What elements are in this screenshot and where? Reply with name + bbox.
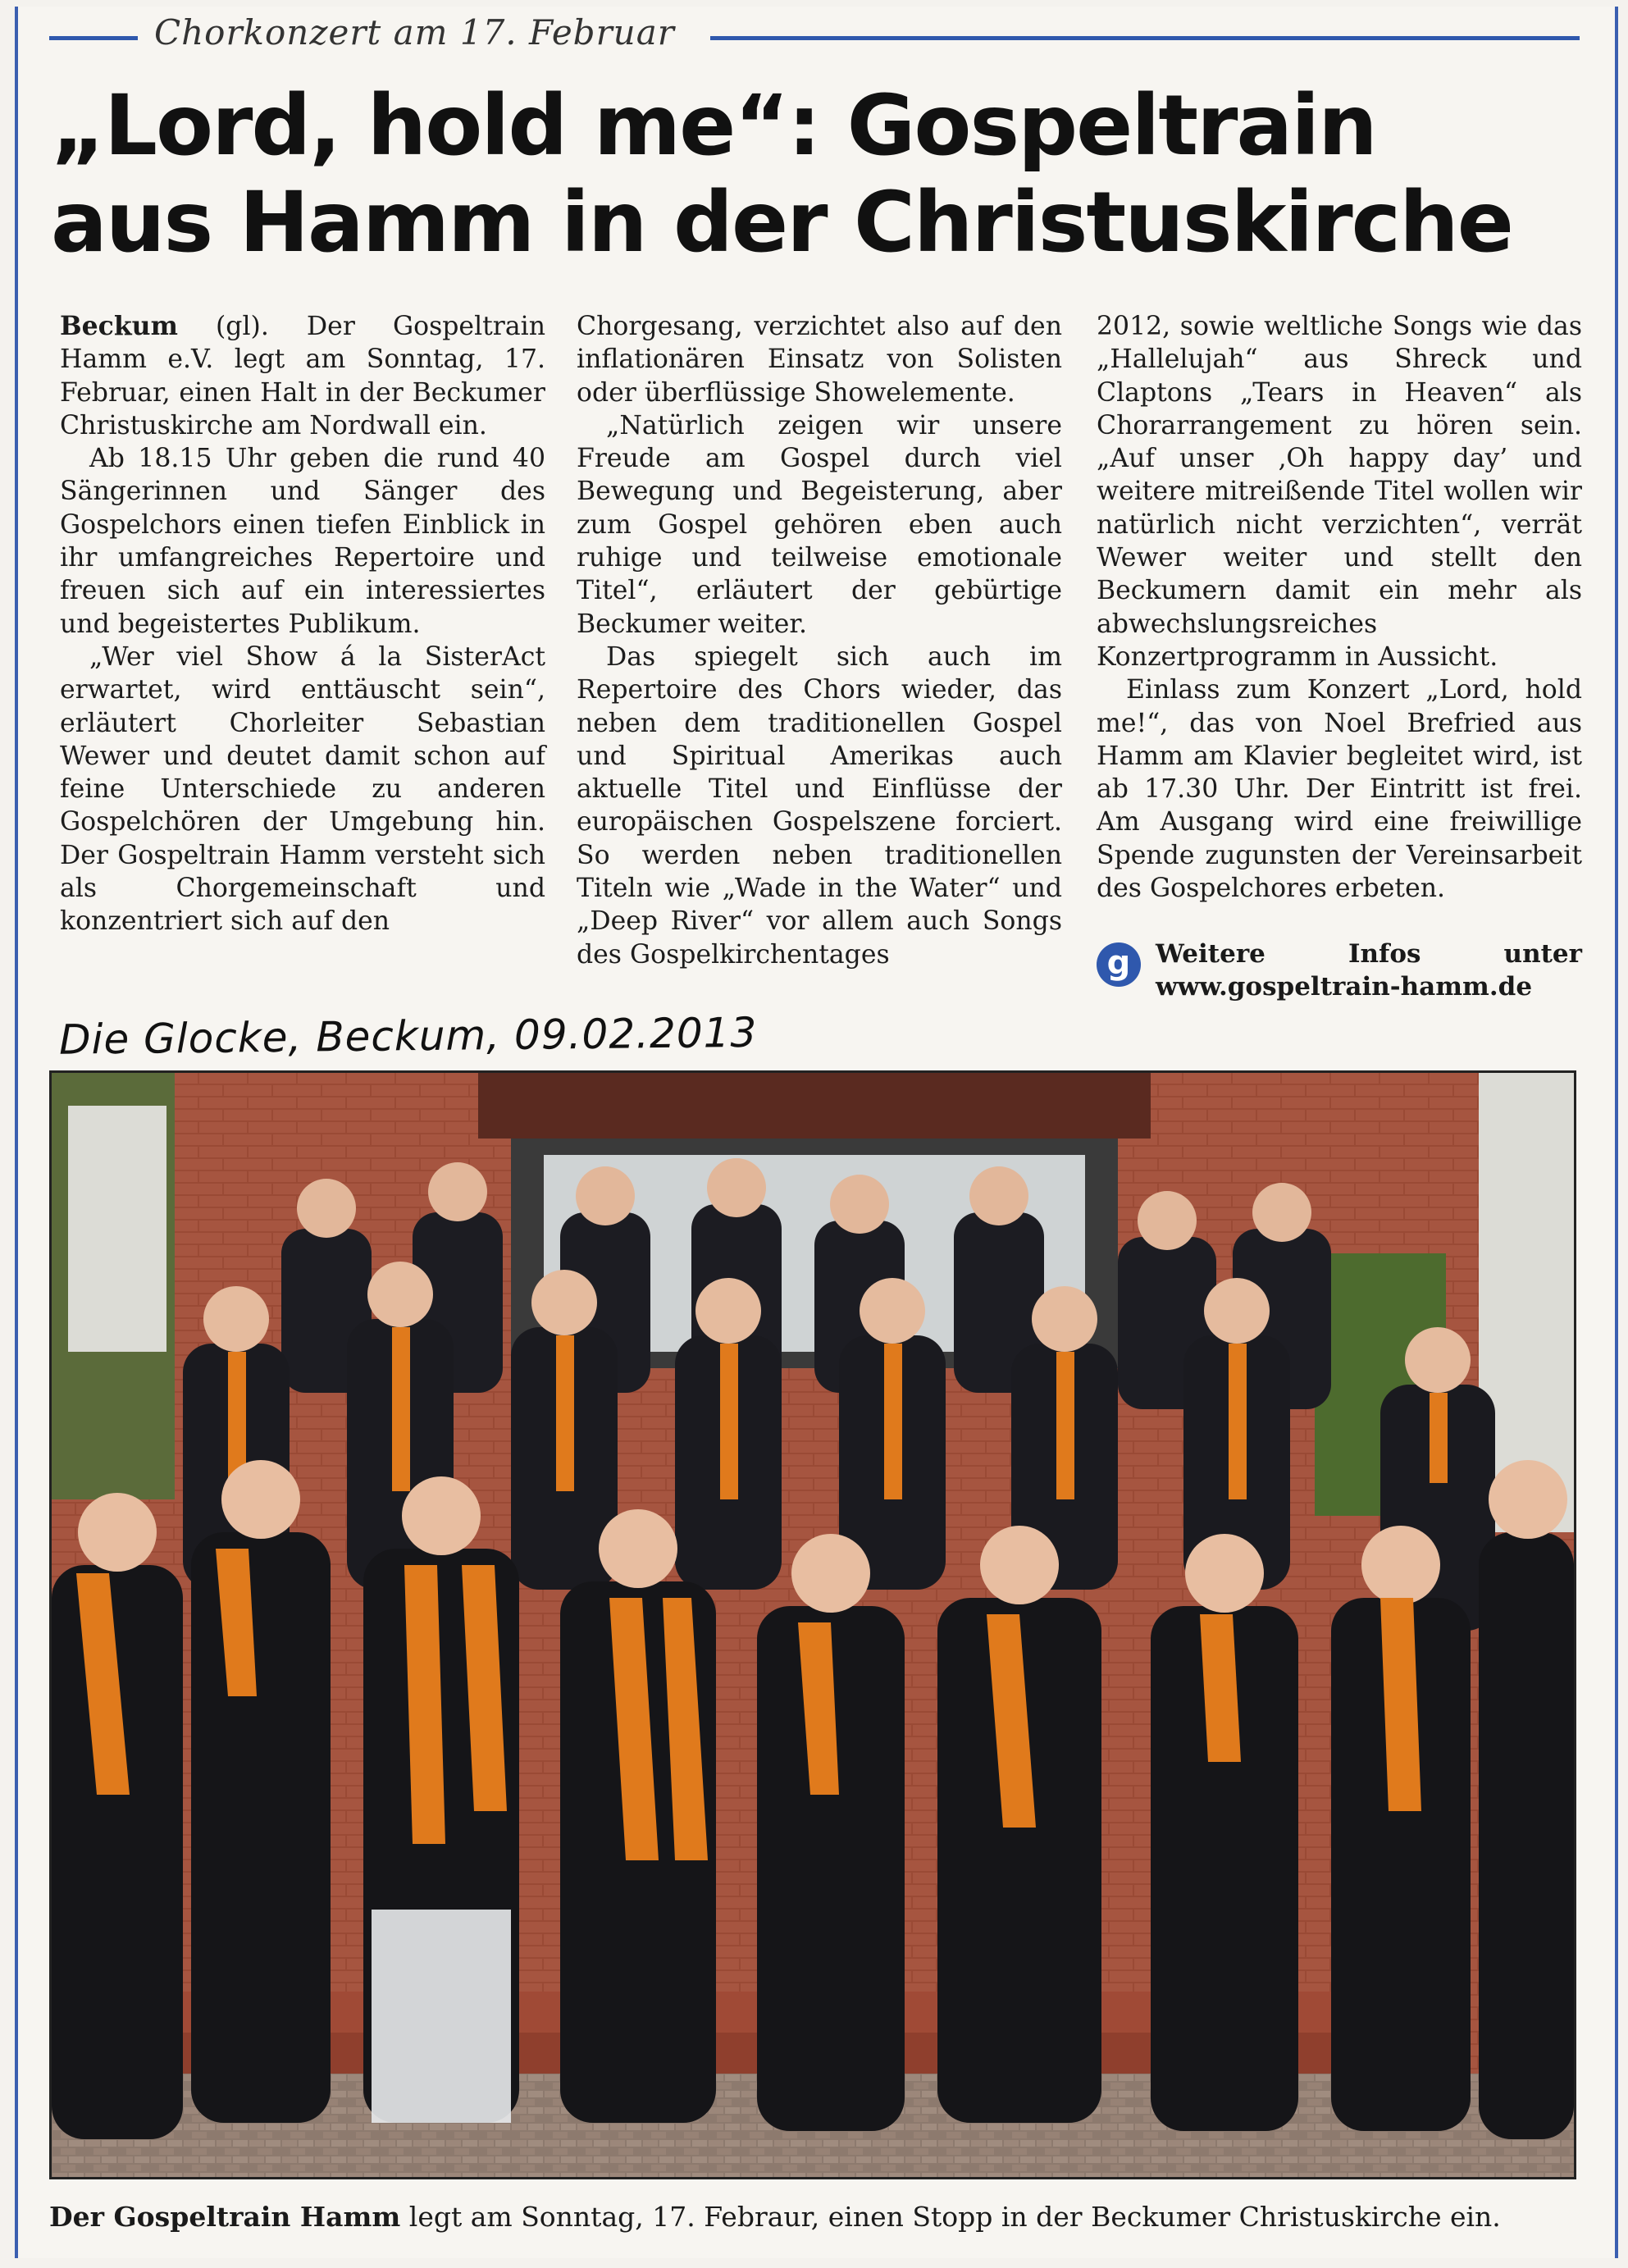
info-label (1156, 938, 1582, 970)
kicker: Chorkonzert am 17. Februar (154, 12, 675, 52)
article-column-1 (60, 310, 545, 938)
article-column-3 (1097, 310, 1582, 905)
kicker-rule-left (49, 36, 138, 40)
article-paragraph (60, 310, 545, 442)
article-paragraph: 2012, sowie weltliche Songs wie das „Hallelujah“ aus Shreck und Claptons „Tears in Heaven“ als Chorarrangement zu hören sein. „Auf unser ‚Oh happy day’ und weitere mitreißende Titel wollen wir natürlich nicht verzichten“, verrät Wewer weiter und stellt den Beckumern damit ein mehr als abwechslungsreiches Konzertprogramm in Aussicht. (1097, 312, 1582, 672)
more-info-box (1097, 938, 1582, 1003)
kicker-rule-right (710, 36, 1580, 40)
glocke-g-icon: g (1097, 942, 1141, 987)
choir-group-photo (49, 1070, 1576, 2179)
paragraph-text: (gl). Der Gospeltrain Hamm e.V. legt am Sonntag, 17. Februar, einen Halt in der Beckumer Christuskirche am Nordwall ein. (60, 312, 545, 440)
article-paragraph: „Wer viel Show á la SisterAct erwartet, wird enttäuscht sein“, erläutert Chorleiter Sebastian Wewer und deutet damit schon auf feine Unterschiede zu anderen Gospelchören der Umgebung hin. Der Gospeltrain Hamm versteht sich als Chorgemeinschaft und konzentriert sich auf den (60, 641, 545, 937)
dateline: Beckum (60, 311, 178, 341)
headline-line-1: „Lord, hold me“: Gospeltrain (51, 77, 1376, 175)
photo-caption (49, 2198, 1576, 2236)
article-column-2 (577, 310, 1062, 971)
caption-text: legt am Sonntag, 17. Febraur, einen Stopp in der Beckumer Christuskirche ein. (400, 2201, 1501, 2233)
article-paragraph: Einlass zum Konzert „Lord, hold me!“, das von Noel Brefried aus Hamm am Klavier begleitet wird, ist ab 17.30 Uhr. Der Eintritt ist frei. Am Ausgang wird eine freiwillige Spende zugunsten der Vereinsarbeit des Gospelchores erbeten. (1097, 675, 1582, 904)
article-paragraph: Das spiegelt sich auch im Repertoire des Chors wieder, das neben dem traditionellen Gospel und Spiritual Amerikas auch aktuelle Titel und Einflüsse der europäischen Gospelszene forciert. So werden neben traditionellen Titeln wie „Wade in the Water“ und „Deep River“ vor allem auch Songs des Gospelkirchentages (577, 641, 1062, 970)
info-word: unter (1503, 939, 1582, 969)
headline-line-2: aus Hamm in der Christuskirche (51, 174, 1512, 272)
article-paragraph: Chorgesang, verzichtet also auf den inflationären Einsatz von Solisten oder überflüssige Showelemente. (577, 312, 1062, 408)
article-paragraph: Ab 18.15 Uhr geben die rund 40 Sängerinnen und Sänger des Gospelchors einen tiefen Einblick in ihr umfangreiches Repertoire und freuen sich auf ein interessiertes und begeistertes Publikum. (60, 444, 545, 639)
article-paragraph: „Natürlich zeigen wir unsere Freude am Gospel durch viel Bewegung und Begeisterung, aber zum Gospel gehören eben auch ruhige und teilweise emotionale Titel“, erläutert der gebürtige Beckumer weiter. (577, 410, 1062, 639)
headline (51, 78, 1593, 272)
handwritten-source-note: Die Glocke, Beckum, 09.02.2013 (58, 1008, 758, 1064)
info-word: Infos (1348, 939, 1421, 969)
choir-photo-illustration (52, 1073, 1574, 2177)
info-url[interactable]: www.gospeltrain-hamm.de (1156, 972, 1533, 1002)
caption-bold: Der Gospeltrain Hamm (49, 2201, 401, 2233)
info-word: Weitere (1156, 939, 1265, 969)
